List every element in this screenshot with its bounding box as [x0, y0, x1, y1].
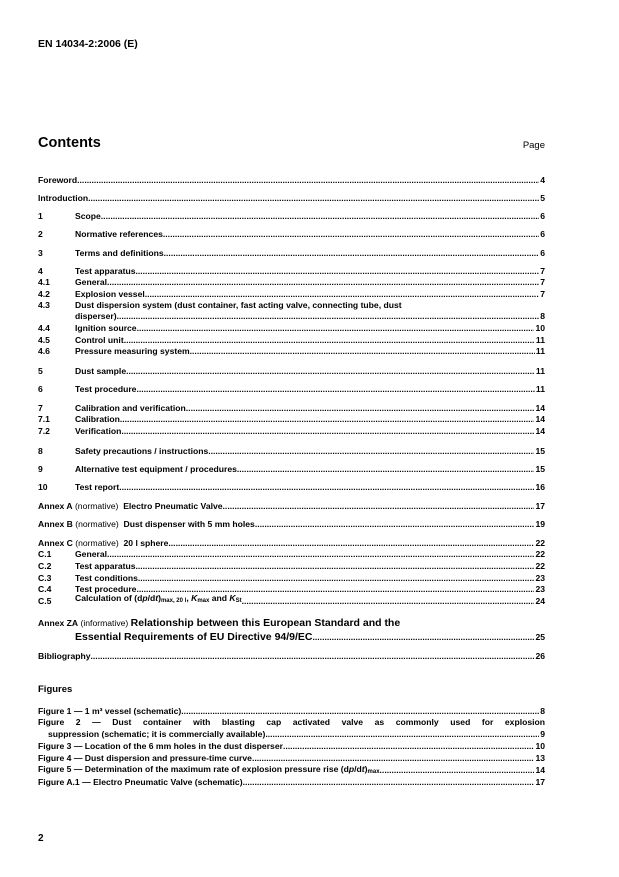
- figure-title: Figure 4 — Dust dispersion and pressure-time curve: [38, 753, 252, 763]
- toc-entry-page: 14: [535, 403, 545, 413]
- toc-entry-pressure-measuring[interactable]: [38, 346, 545, 357]
- toc-entry-title: Safety precautions / instructions: [75, 446, 209, 456]
- toc-entry-page: 7: [540, 277, 545, 287]
- toc-entry-page: 22: [535, 538, 545, 548]
- toc-entry-test-report[interactable]: [38, 482, 545, 493]
- toc-entry-page: 15: [535, 464, 545, 474]
- toc-entry-title: Foreword: [38, 175, 78, 185]
- contents-title: Contents: [38, 135, 101, 151]
- toc-entry-c3[interactable]: [38, 573, 545, 584]
- toc-entry-dust-dispersion-cont[interactable]: [75, 311, 545, 322]
- toc-entry-page: 4: [540, 175, 545, 185]
- toc-entry-number: C.3: [38, 573, 52, 583]
- annex-label: Annex C: [38, 538, 73, 548]
- figure-title: Figure 1 — 1 m³ vessel (schematic): [38, 706, 182, 716]
- toc-entry-title: Pressure measuring system: [75, 346, 190, 356]
- toc-entry-page: 14: [535, 414, 545, 424]
- figure-page: 8: [540, 706, 545, 716]
- toc-entry-page: 6: [540, 211, 545, 221]
- toc-entry-annex-c[interactable]: [38, 538, 545, 549]
- toc-entry-title: Calibration and verification: [75, 403, 186, 413]
- toc-entry-page: 23: [535, 573, 545, 583]
- toc-entry-page: 23: [535, 584, 545, 594]
- toc-entry-calibration-verification[interactable]: [38, 403, 545, 414]
- toc-entry-explosion-vessel[interactable]: [38, 289, 545, 300]
- toc-entry-title: Test report: [75, 482, 120, 492]
- annex-title: 20 l sphere: [123, 538, 169, 548]
- toc-entry-safety[interactable]: [38, 446, 545, 457]
- toc-entry-number: 7: [38, 403, 43, 413]
- figure-entry-5[interactable]: [38, 764, 545, 775]
- annex-type: (normative): [75, 538, 119, 548]
- toc-entry-number: 10: [38, 482, 48, 492]
- toc-entry-number: 4.1: [38, 277, 50, 287]
- annex-title-continued: Essential Requirements of EU Directive 94/9/EC: [75, 631, 313, 643]
- annex-title: Electro Pneumatic Valve: [123, 501, 223, 511]
- figure-page: 13: [535, 753, 545, 763]
- toc-entry-page: 11: [535, 384, 545, 394]
- toc-entry-page: 22: [535, 549, 545, 559]
- page-number: 2: [38, 833, 44, 844]
- toc-entry-number: C.5: [38, 596, 52, 606]
- toc-entry-general[interactable]: [38, 277, 545, 288]
- toc-entry-calibration[interactable]: [38, 414, 545, 425]
- document-id-header: EN 14034-2:2006 (E): [38, 38, 138, 50]
- figure-page: 17: [535, 777, 545, 787]
- toc-entry-number: 4.3: [38, 300, 50, 310]
- toc-entry-title: Dust dispersion system (dust container, fast acting valve, connecting tube, dust: [75, 300, 402, 310]
- toc-entry-page: 26: [535, 651, 545, 661]
- toc-entry-page: 11: [535, 335, 545, 345]
- toc-entry-page: 16: [535, 482, 545, 492]
- annex-title: Dust dispenser with 5 mm holes: [123, 519, 255, 529]
- annex-type: (normative): [75, 519, 119, 529]
- toc-entry-number: 2: [38, 229, 43, 239]
- figure-entry-1[interactable]: [38, 705, 545, 716]
- toc-entry-introduction[interactable]: [38, 193, 545, 204]
- toc-entry-title: Test conditions: [75, 573, 138, 583]
- toc-entry-normative-references[interactable]: [38, 229, 545, 240]
- page-column-label: Page: [522, 140, 545, 151]
- toc-entry-annex-a[interactable]: [38, 501, 545, 512]
- figure-entry-4[interactable]: [38, 752, 545, 763]
- toc-entry-number: 8: [38, 446, 43, 456]
- toc-entry-title: Test apparatus: [75, 266, 136, 276]
- toc-entry-test-procedure[interactable]: [38, 384, 545, 395]
- toc-entry-page: 25: [535, 632, 545, 642]
- toc-entry-c2[interactable]: [38, 561, 545, 572]
- toc-entry-page: 11: [535, 366, 545, 376]
- figure-entry-2-cont[interactable]: [48, 728, 545, 739]
- toc-entry-title: Dust sample: [75, 366, 127, 376]
- toc-entry-page: 10: [535, 323, 545, 333]
- toc-entry-number: C.4: [38, 584, 52, 594]
- toc-entry-terms[interactable]: [38, 248, 545, 259]
- toc-entry-control-unit[interactable]: [38, 335, 545, 346]
- toc-entry-c1[interactable]: [38, 549, 545, 560]
- figure-entry-3[interactable]: [38, 740, 545, 751]
- annex-type: (informative): [80, 618, 129, 628]
- toc-entry-annex-za-cont[interactable]: [75, 630, 545, 643]
- figure-entry-a1[interactable]: [38, 776, 545, 787]
- toc-entry-number: 7.1: [38, 414, 50, 424]
- toc-entry-scope[interactable]: [38, 211, 545, 222]
- figure-page: 10: [535, 741, 545, 751]
- toc-entry-title: Test procedure: [75, 384, 137, 394]
- toc-entry-dust-sample[interactable]: [38, 366, 545, 377]
- figure-page: 14: [535, 765, 545, 775]
- figures-heading: Figures: [38, 684, 73, 695]
- toc-entry-number: 9: [38, 464, 43, 474]
- toc-entry-title: Alternative test equipment / procedures: [75, 464, 237, 474]
- toc-entry-test-apparatus[interactable]: [38, 266, 545, 277]
- toc-entry-page: 8: [540, 311, 545, 321]
- toc-entry-title-continued: disperser): [75, 311, 117, 321]
- toc-entry-title: Calibration: [75, 414, 120, 424]
- annex-type: (normative): [74, 501, 119, 511]
- figure-title: Figure A.1 — Electro Pneumatic Valve (schematic): [38, 777, 243, 787]
- toc-entry-title: Control unit: [75, 335, 124, 345]
- toc-entry-number: 6: [38, 384, 43, 394]
- toc-entry-title: Test apparatus: [75, 561, 136, 571]
- toc-entry-title: Verification: [75, 426, 122, 436]
- toc-entry-page: 22: [535, 561, 545, 571]
- toc-entry-number: 5: [38, 366, 43, 376]
- toc-entry-page: 19: [535, 519, 545, 529]
- toc-entry-number: C.2: [38, 561, 52, 571]
- toc-entry-page: 14: [535, 426, 545, 436]
- toc-entry-number: 3: [38, 248, 43, 258]
- figure-title-continued: suppression (schematic; it is commercially available): [48, 729, 266, 739]
- figure-title: Figure 5 — Determination of the maximum rate of explosion pressure rise (dp/dt)max: [38, 764, 380, 775]
- toc-entry-page: 7: [540, 266, 545, 276]
- toc-entry-page: 11: [535, 346, 545, 356]
- toc-entry-bibliography[interactable]: [38, 651, 545, 662]
- toc-entry-ignition-source[interactable]: [38, 323, 545, 334]
- toc-entry-page: 24: [535, 596, 545, 606]
- toc-entry-title: Scope: [75, 211, 101, 221]
- toc-entry-title: General: [75, 277, 108, 287]
- figure-entry-2[interactable]: [38, 717, 545, 728]
- toc-entry-number: 7.2: [38, 426, 50, 436]
- toc-entry-title: Test procedure: [75, 584, 137, 594]
- toc-entry-number: 4.5: [38, 335, 50, 345]
- toc-entry-page: 7: [540, 289, 545, 299]
- toc-entry-page: 5: [540, 193, 545, 203]
- figure-title: Figure 2 — Dust container with blasting cap activated valve as commonly used for explosion: [38, 717, 545, 727]
- toc-entry-dust-dispersion[interactable]: [38, 300, 545, 311]
- annex-label: Annex A: [38, 501, 73, 511]
- toc-entry-title: Introduction: [38, 193, 89, 203]
- toc-entry-page: 17: [535, 501, 545, 511]
- toc-entry-page: 6: [540, 248, 545, 258]
- toc-entry-annex-b[interactable]: [38, 519, 545, 530]
- toc-entry-number: 4: [38, 266, 43, 276]
- toc-entry-verification[interactable]: [38, 426, 545, 437]
- toc-entry-title: Explosion vessel: [75, 289, 145, 299]
- toc-entry-title: Bibliography: [38, 651, 91, 661]
- toc-entry-title: General: [75, 549, 108, 559]
- toc-entry-number: C.1: [38, 549, 52, 559]
- toc-entry-title: Ignition source: [75, 323, 137, 333]
- toc-entry-page: 15: [535, 446, 545, 456]
- annex-label: Annex B: [38, 519, 73, 529]
- toc-entry-number: 1: [38, 211, 43, 221]
- toc-entry-title: Terms and definitions: [75, 248, 164, 258]
- annex-title: Relationship between this European Standard and the: [130, 617, 401, 629]
- toc-entry-title: Calculation of (dp/dt)max, 20 l, Kmax and KSt: [75, 593, 242, 604]
- figure-title: Figure 3 — Location of the 6 mm holes in the dust disperser: [38, 741, 283, 751]
- toc-entry-alternative[interactable]: [38, 464, 545, 475]
- toc-entry-number: 4.6: [38, 346, 50, 356]
- figure-page: 9: [540, 729, 545, 739]
- toc-entry-number: 4.4: [38, 323, 50, 333]
- toc-entry-page: 6: [540, 229, 545, 239]
- toc-entry-title: Normative references: [75, 229, 163, 239]
- toc-entry-number: 4.2: [38, 289, 50, 299]
- toc-entry-annex-za[interactable]: [38, 616, 545, 629]
- toc-entry-c5[interactable]: [38, 593, 545, 607]
- toc-entry-foreword[interactable]: [38, 175, 545, 186]
- annex-label: Annex ZA: [38, 618, 79, 628]
